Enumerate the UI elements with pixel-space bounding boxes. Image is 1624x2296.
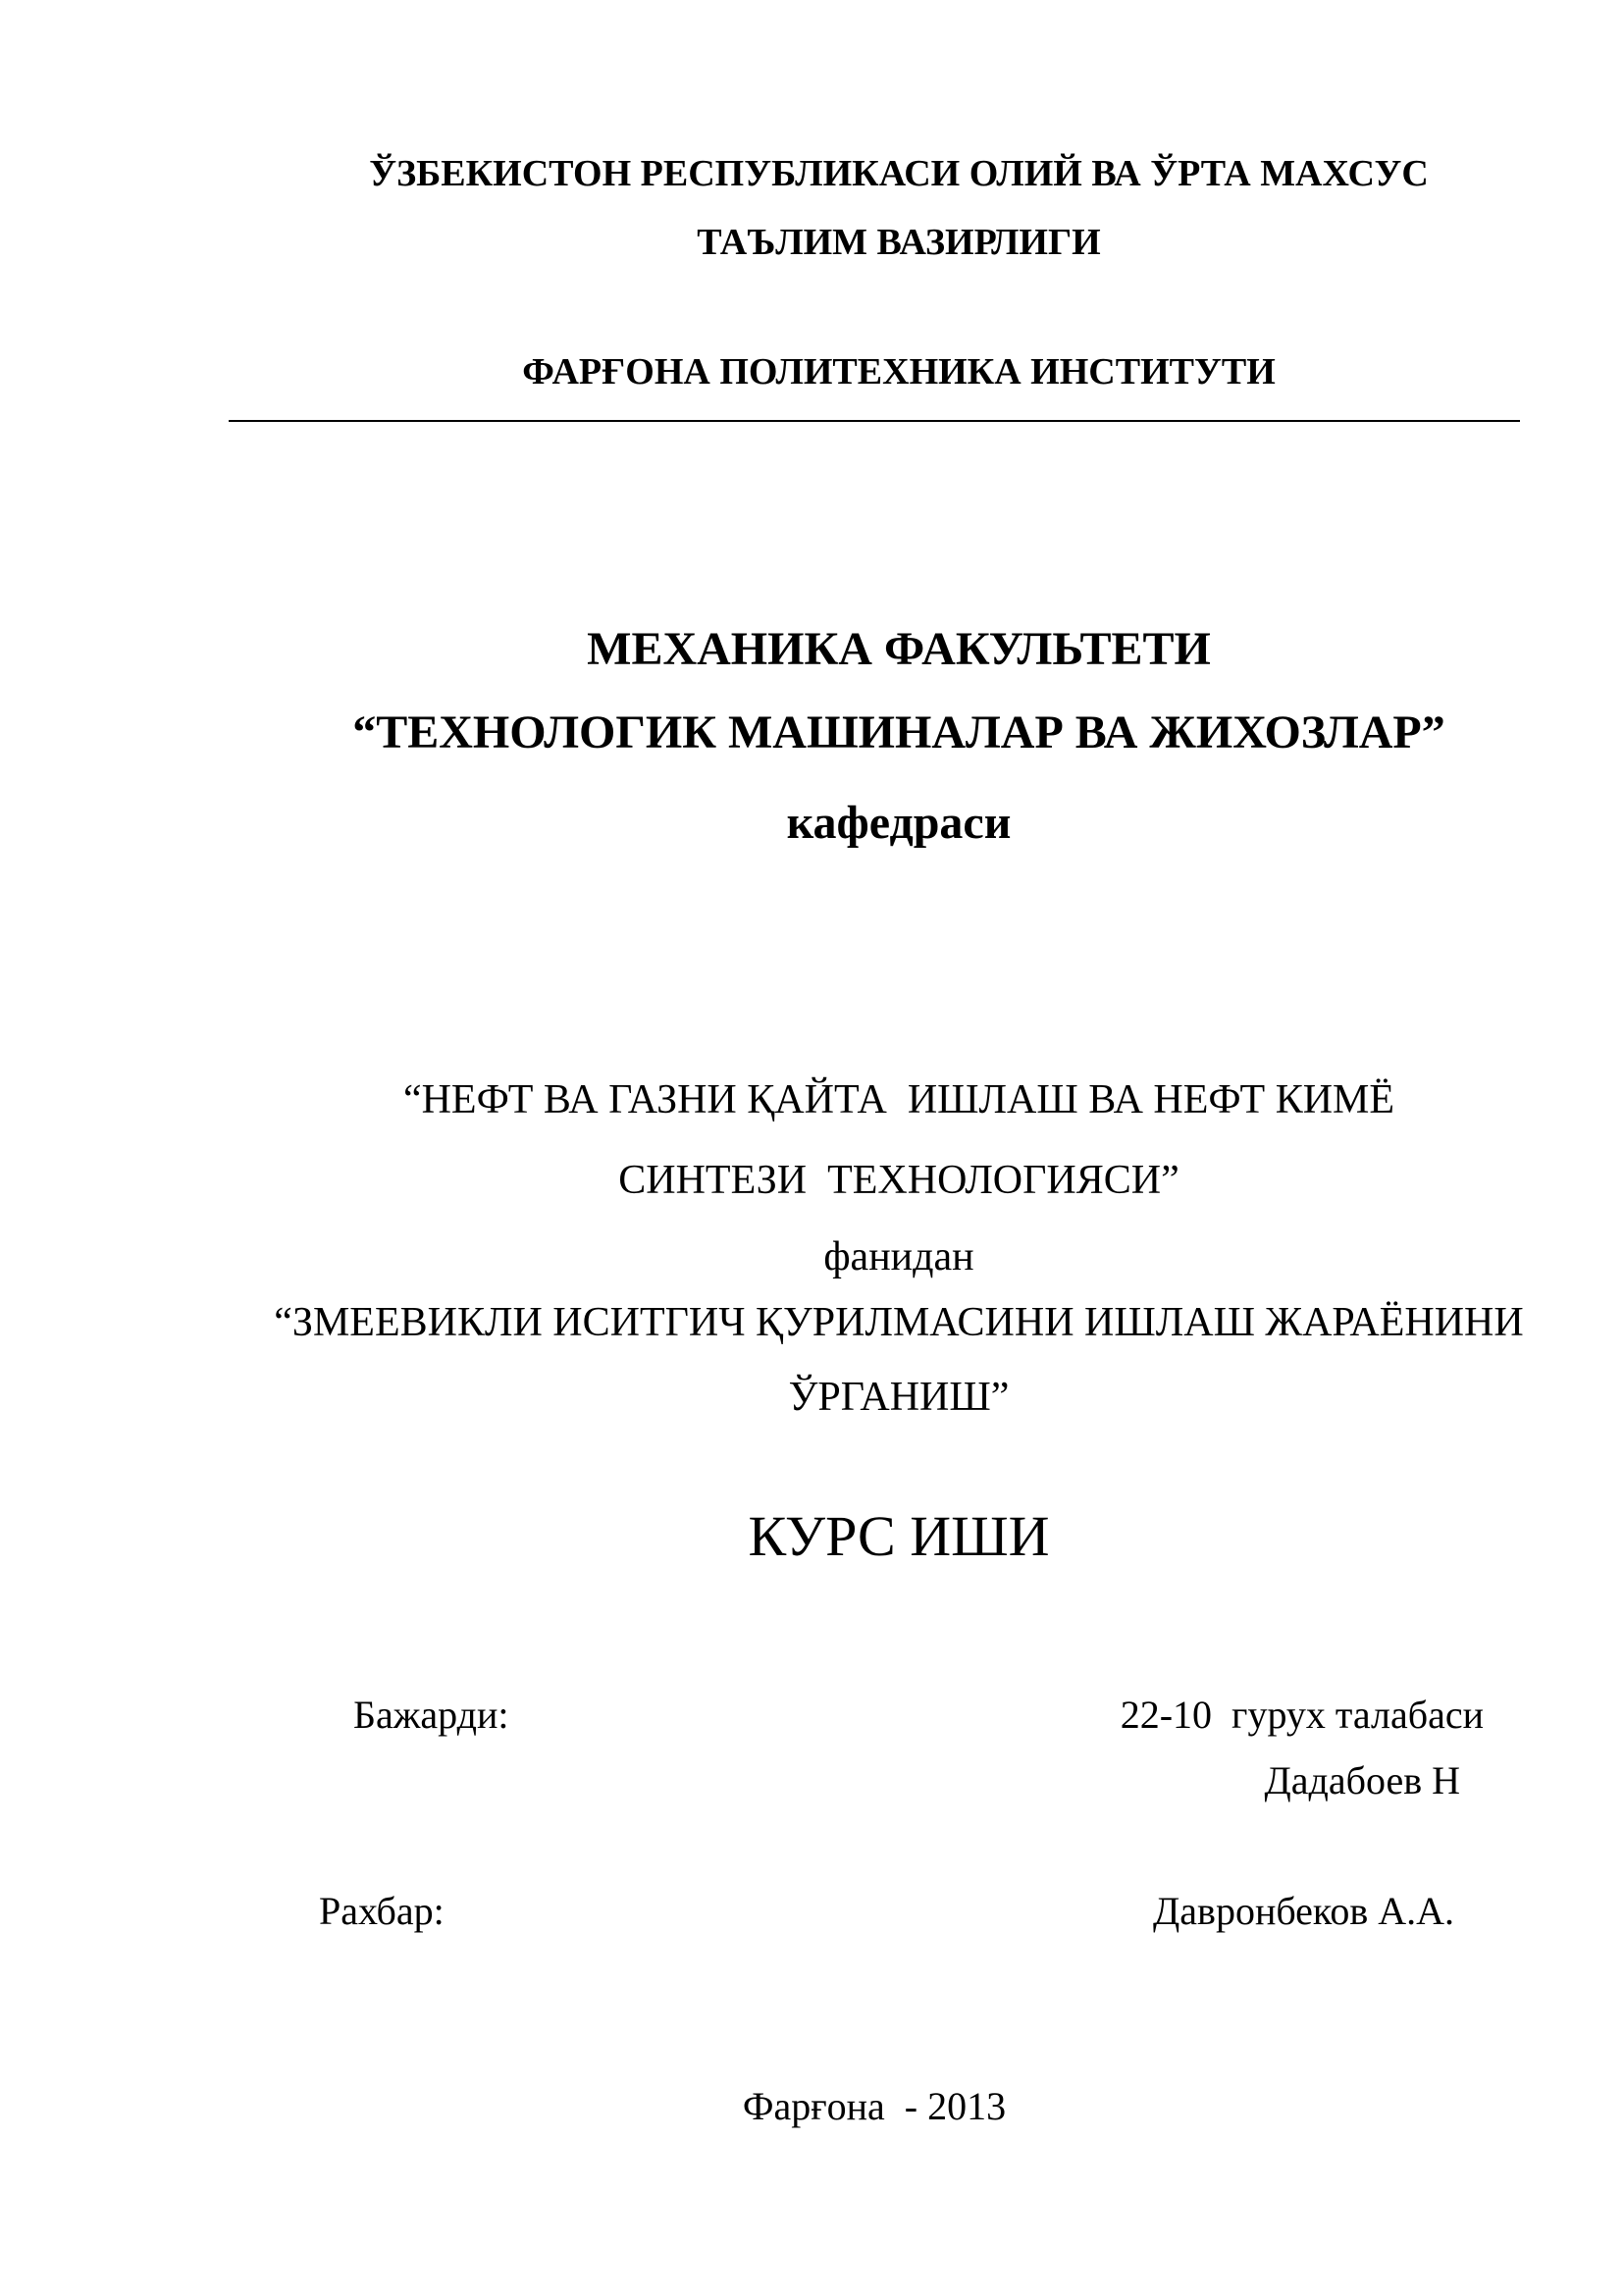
subject-title-line-2: СИНТЕЗИ ТЕХНОЛОГИЯСИ” — [618, 1158, 1179, 1203]
department-name: “ТЕХНОЛОГИК МАШИНАЛАР ВА ЖИХОЗЛАР” — [352, 706, 1445, 758]
header-divider — [229, 420, 1520, 422]
topic-title-line-1: “ЗМЕЕВИКЛИ ИСИТГИЧ ҚУРИЛМАСИНИ ИШЛАШ ЖАРАЁНИНИ — [274, 1300, 1524, 1345]
subject-suffix: фанидан — [823, 1234, 974, 1279]
supervisor-label: Рахбар: — [319, 1889, 445, 1933]
ministry-title-line-2: ТАЪЛИМ ВАЗИРЛИГИ — [697, 222, 1101, 263]
student-name: Дадабоев Н — [1264, 1758, 1460, 1802]
topic-title-line-2: ЎРГАНИШ” — [788, 1375, 1010, 1420]
ministry-title-line-1: ЎЗБЕКИСТОН РЕСПУБЛИКАСИ ОЛИЙ ВА ЎРТА МАХСУС — [369, 153, 1429, 194]
subject-title-line-1: “НЕФТ ВА ГАЗНИ ҚАЙТА ИШЛАШ ВА НЕФТ КИМЁ — [402, 1077, 1395, 1122]
student-group: 22-10 гурух талабаси — [1120, 1693, 1484, 1737]
supervisor-name: Давронбеков А.А. — [1153, 1889, 1454, 1933]
institute-name: ФАРҒОНА ПОЛИТЕХНИКА ИНСТИТУТИ — [522, 351, 1276, 392]
city-year: Фарғона - 2013 — [742, 2084, 1007, 2128]
department-suffix: кафедраси — [786, 797, 1012, 849]
work-type-title: КУРС ИШИ — [748, 1504, 1050, 1568]
faculty-name: МЕХАНИКА ФАКУЛЬТЕТИ — [587, 623, 1211, 675]
performed-by-label: Бажарди: — [353, 1693, 509, 1737]
